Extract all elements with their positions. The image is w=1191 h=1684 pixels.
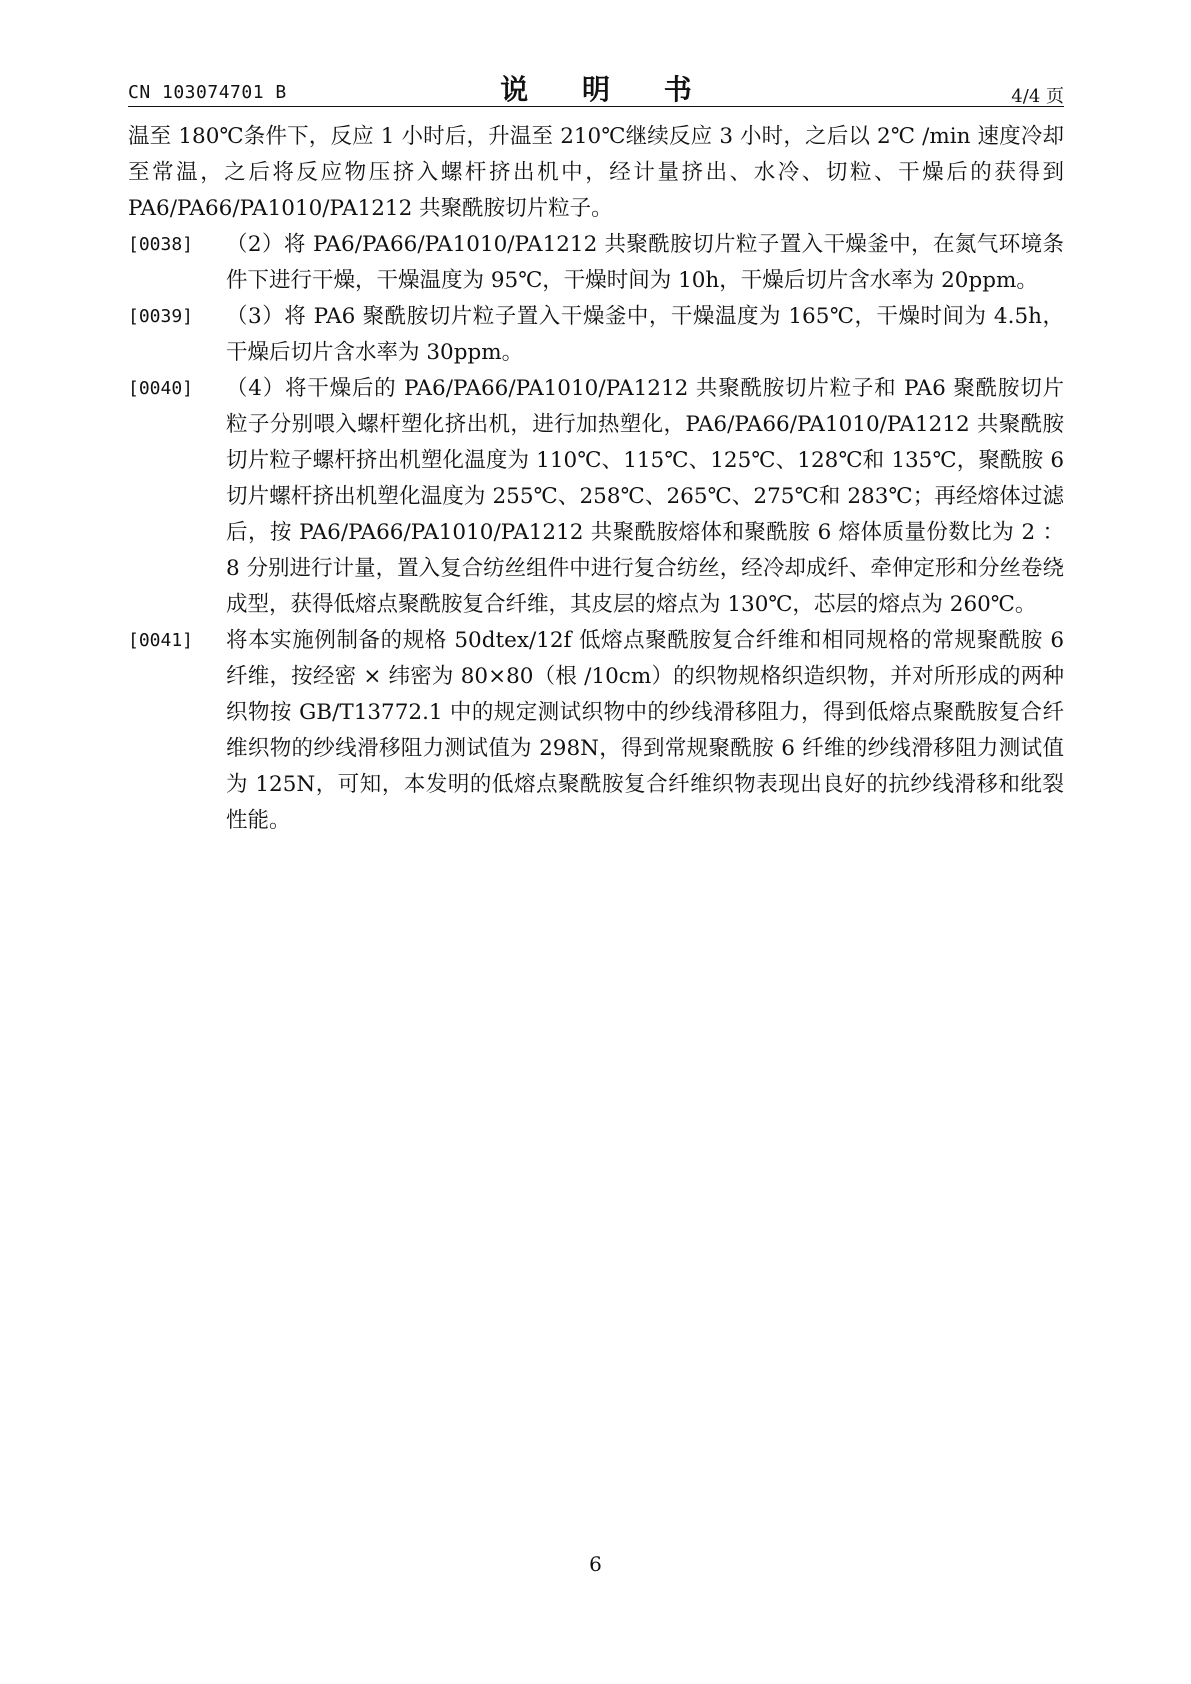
paragraph-0039 xyxy=(128,299,1064,371)
paragraph-text: （3）将 PA6 聚酰胺切片粒子置入干燥釜中，干燥温度为 165℃，干燥时间为 4.5h，干燥后切片含水率为 30ppm。 xyxy=(226,304,1064,365)
document-title: 说 明 书 xyxy=(500,73,714,106)
header-divider xyxy=(128,106,1064,107)
paragraph-0038 xyxy=(128,227,1064,299)
paragraph-text: （4）将干燥后的 PA6/PA66/PA1010/PA1212 共聚酰胺切片粒子和 PA6 聚酰胺切片粒子分别喂入螺杆塑化挤出机，进行加热塑化，PA6/PA66/PA1010/PA1212 共聚酰胺切片粒子螺杆挤出机塑化温度为 110℃、115℃、125℃、128℃和 135℃，聚酰胺 6 切片螺杆挤出机塑化温度为 255℃、258℃、265℃、275℃和 283℃；再经熔体过滤后，按 PA6/PA66/PA1010/PA1212 共聚酰胺熔体和聚酰胺 6 熔体质量份数比为 2 ：8 分别进行计量，置入复合纺丝组件中进行复合纺丝，经冷却成纤、牵伸定形和分丝卷绕成型，获得低熔点聚酰胺复合纤维，其皮层的熔点为 130℃，芯层的熔点为 260℃。 xyxy=(226,376,1064,617)
paragraph-number: [0038] xyxy=(128,234,194,255)
paragraph-0041 xyxy=(128,623,1064,839)
paragraph-0040 xyxy=(128,371,1064,623)
paragraph-text: （2）将 PA6/PA66/PA1010/PA1212 共聚酰胺切片粒子置入干燥釜中，在氮气环境条件下进行干燥，干燥温度为 95℃，干燥时间为 10h，干燥后切片含水率为 20ppm。 xyxy=(226,232,1064,293)
page-count: 4/4 页 xyxy=(1011,86,1064,107)
paragraph-number: [0041] xyxy=(128,630,194,651)
patent-number: CN 103074701 B xyxy=(128,82,287,103)
page-number: 6 xyxy=(589,1552,602,1576)
paragraph-text: 将本实施例制备的规格 50dtex/12f 低熔点聚酰胺复合纤维和相同规格的常规聚酰胺 6 纤维，按经密 × 纬密为 80×80（根 /10cm）的织物规格织造织物，并对所形成的两种织物按 GB/T13772.1 中的规定测试织物中的纱线滑移阻力，得到低熔点聚酰胺复合纤维织物的纱线滑移阻力测试值为 298N，得到常规聚酰胺 6 纤维的纱线滑移阻力测试值为 125N，可知，本发明的低熔点聚酰胺复合纤维织物表现出良好的抗纱线滑移和纰裂性能。 xyxy=(226,628,1064,833)
document-body xyxy=(128,119,1064,839)
paragraph-number: [0040] xyxy=(128,378,194,399)
paragraph-number: [0039] xyxy=(128,306,194,327)
page-header xyxy=(128,68,1064,108)
continuation-paragraph: 温至 180℃条件下，反应 1 小时后，升温至 210℃继续反应 3 小时，之后以 2℃ /min 速度冷却至常温，之后将反应物压挤入螺杆挤出机中，经计量挤出、水冷、切粒、干燥后的获得到 PA6/PA66/PA1010/PA1212 共聚酰胺切片粒子。 xyxy=(128,124,1064,221)
